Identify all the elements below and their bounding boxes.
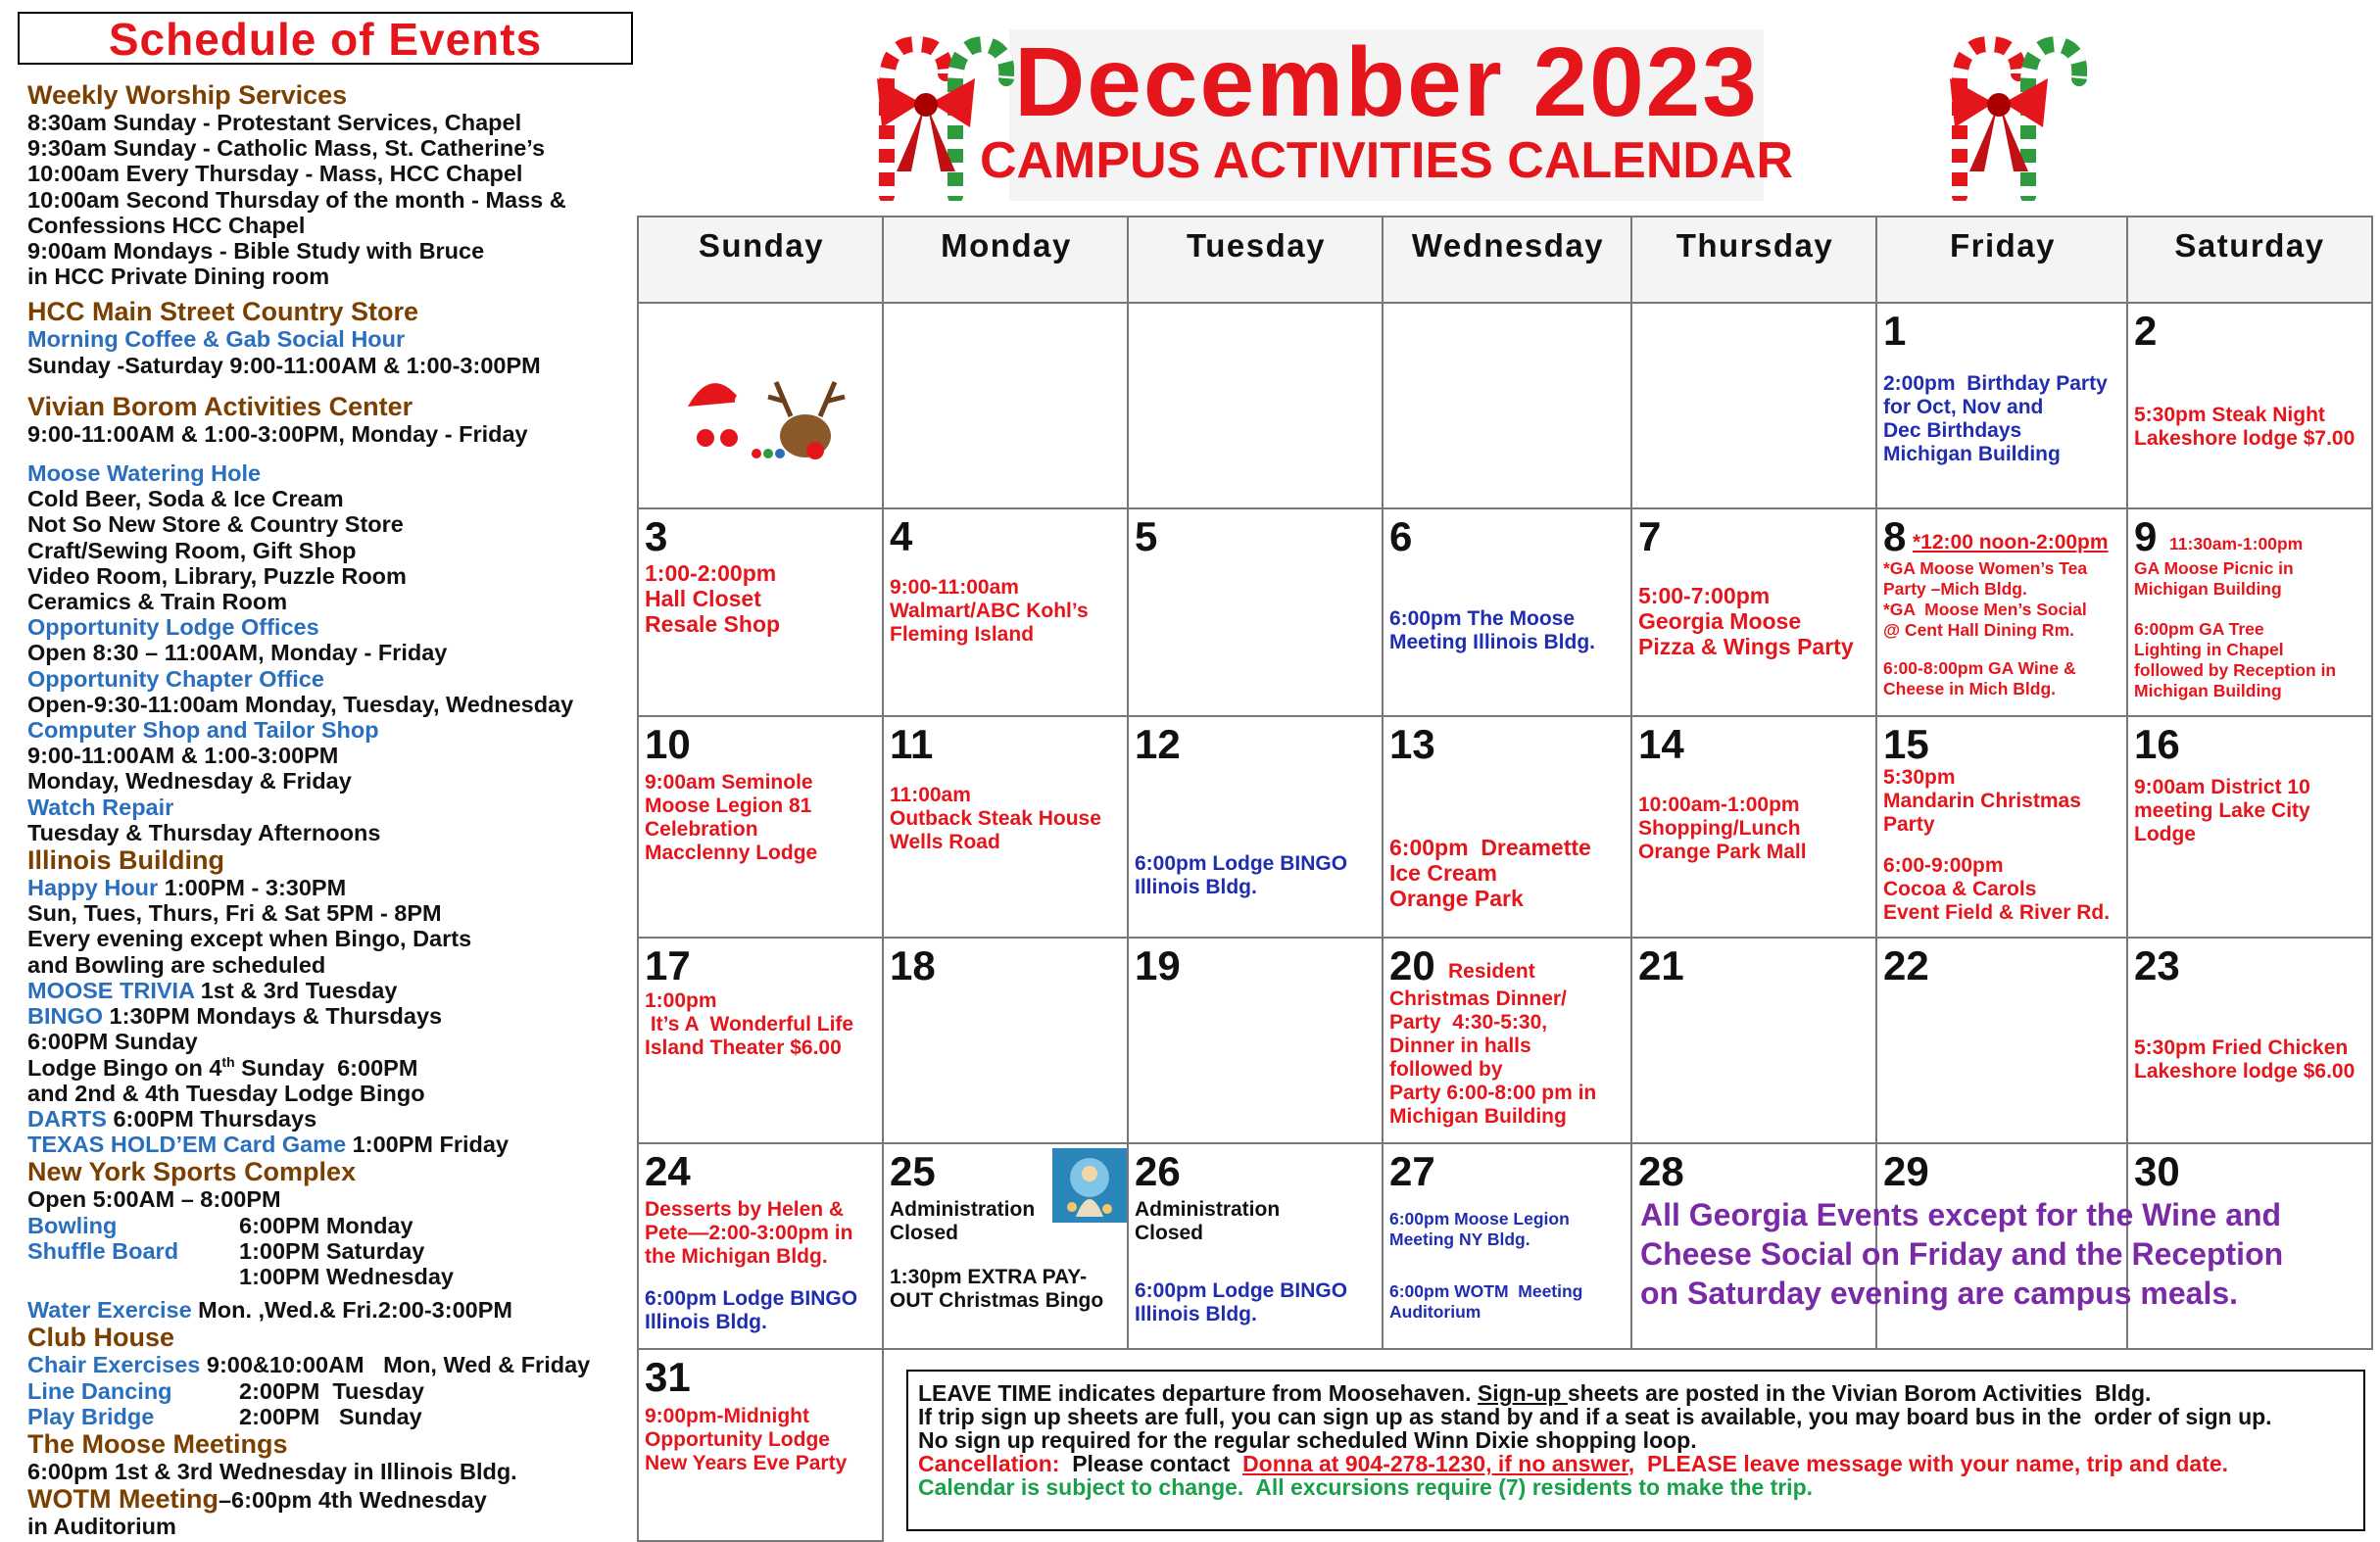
bowling-row: [27, 1213, 635, 1238]
worship-line: 9:30am Sunday - Catholic Mass, St. Catherine’s: [27, 135, 546, 162]
trip-info-note: [906, 1370, 2365, 1531]
event-text: Desserts by Helen & Pete—2:00-3:00pm in the Michigan Bldg.: [645, 1198, 853, 1268]
worship-line: 10:00am Second Thursday of the month - Mass &: [27, 186, 566, 213]
opp-chapter-label: Opportunity Chapter Office: [27, 665, 324, 692]
trivia-row: [27, 978, 635, 1003]
water-label: Water Exercise: [27, 1297, 192, 1324]
day-cell-19: [1127, 937, 1384, 1144]
moose-hole-line: Not So New Store & Country Store: [27, 511, 404, 538]
date-number: 8: [1883, 513, 1907, 559]
date-number: 18: [890, 942, 936, 988]
day-header-wednesday: Wednesday: [1382, 216, 1632, 304]
day-cell-4: [882, 507, 1129, 717]
ny-open: Open 5:00AM – 8:00PM: [27, 1186, 281, 1213]
darts-label: DARTS: [27, 1105, 107, 1132]
opp-chapter-line: Open-9:30-11:00am Monday, Tuesday, Wednesday: [27, 691, 574, 717]
day-cell-6: [1382, 507, 1632, 717]
computer-shop-line: 9:00-11:00AM & 1:00-3:00PM: [27, 743, 339, 769]
day-cell-22: [1875, 937, 2128, 1144]
calendar-header: [862, 29, 1911, 201]
happy-hour-line: Sun, Tues, Thurs, Fri & Sat 5PM - 8PM: [27, 900, 442, 927]
moose-hole-label: Moose Watering Hole: [27, 460, 262, 487]
moose-hole-line: Video Room, Library, Puzzle Room: [27, 562, 407, 589]
day-cell-empty: [637, 302, 884, 509]
day-cell-2: [2126, 302, 2373, 509]
date-number: 12: [1135, 721, 1181, 767]
watch-repair-label: Watch Repair: [27, 794, 174, 820]
nativity-icon: [1052, 1148, 1127, 1223]
event-text: 10:00am-1:00pm Shopping/Lunch Orange Park Mall: [1638, 794, 1807, 863]
bowling-label: Bowling: [27, 1212, 118, 1238]
date-number: 10: [645, 721, 691, 767]
bingo-label: BINGO: [27, 1003, 104, 1030]
schedule-content: [27, 80, 635, 1539]
line-dance-time: 2:00PM Tuesday: [239, 1377, 424, 1404]
chair-row: [27, 1352, 635, 1377]
day-cell-7: [1630, 507, 1877, 717]
note-line: Calendar is subject to change. All excursions require (7) residents to make the trip.: [918, 1474, 1814, 1500]
darts-time: 6:00PM Thursdays: [106, 1105, 317, 1132]
wotm-heading: WOTM Meeting: [27, 1484, 219, 1515]
date-number: 17: [645, 942, 691, 988]
event-text: Administration Closed: [890, 1198, 1036, 1244]
note-text: Sign-up: [1477, 1380, 1568, 1406]
schedule-title: Schedule of Events: [18, 12, 633, 65]
event-text: 6:00pm Lodge BINGO Illinois Bldg.: [1135, 852, 1348, 898]
event-text: 5:30pm Fried Chicken Lakeshore lodge $6.00: [2134, 1036, 2356, 1083]
shuffle-time-2: 1:00PM Wednesday: [239, 1263, 454, 1289]
note-text: LEAVE TIME indicates departure from Moosehaven.: [918, 1380, 1478, 1406]
day-cell-23: [2126, 937, 2373, 1144]
happy-hour-line: Every evening except when Bingo, Darts: [27, 926, 472, 952]
date-number: 23: [2134, 942, 2180, 988]
day-cell-20: [1382, 937, 1632, 1144]
wotm-time: –6:00pm 4th Wednesday: [218, 1487, 487, 1514]
cancellation-label: Cancellation:: [918, 1451, 1060, 1476]
event-text: Christmas Dinner/ Party 4:30-5:30, Dinner in halls followed by Party 6:00-8:00 pm in Michigan Building: [1389, 988, 1597, 1128]
date-number: 11: [890, 721, 934, 767]
date-number: 14: [1638, 721, 1684, 767]
date-number: 31: [645, 1354, 691, 1400]
day-cell-21: [1630, 937, 1877, 1144]
date-number: 6: [1389, 513, 1413, 559]
day-cell-1: [1875, 302, 2128, 509]
happy-hour-line: and Bowling are scheduled: [27, 951, 326, 978]
opp-lodge-line: Open 8:30 – 11:00AM, Monday - Friday: [27, 640, 448, 666]
computer-shop-line: Monday, Wednesday & Friday: [27, 768, 352, 795]
opp-lodge-label: Opportunity Lodge Offices: [27, 614, 319, 641]
date-number: 4: [890, 513, 913, 559]
chair-label: Chair Exercises: [27, 1352, 201, 1378]
worship-heading: Weekly Worship Services: [27, 80, 348, 110]
store-heading: HCC Main Street Country Store: [27, 297, 419, 327]
water-row: [27, 1297, 635, 1323]
worship-line: 9:00am Mondays - Bible Study with Bruce: [27, 238, 485, 265]
bingo-sunday: 6:00PM Sunday: [27, 1029, 198, 1055]
date-number: 27: [1389, 1148, 1435, 1194]
day-header-sunday: Sunday: [637, 216, 884, 304]
day-cell-17: [637, 937, 884, 1144]
event-text: 1:30pm EXTRA PAY- OUT Christmas Bingo: [890, 1266, 1104, 1312]
holdem-row: [27, 1132, 635, 1157]
candy-cane-bow-icon: [838, 24, 1014, 201]
event-text: 9:00-11:00am Walmart/ABC Kohl’s Fleming Island: [890, 576, 1089, 646]
day-cell-16: [2126, 715, 2373, 939]
date-number: 2: [2134, 308, 2158, 354]
day-cell-empty: [1630, 302, 1877, 509]
event-text: 1:00pm It’s A Wonderful Life Island Theater $6.00: [645, 989, 854, 1059]
trivia-label: MOOSE TRIVIA: [27, 977, 195, 1003]
event-text: *GA Moose Women’s Tea Party –Mich Bldg. *GA Moose Men’s Social @ Cent Hall Dining Rm.: [1883, 558, 2088, 640]
bingo-row: [27, 1003, 635, 1029]
event-text: 5:00-7:00pm Georgia Moose Pizza & Wings Party: [1638, 583, 1854, 659]
event-text: 9:00am Seminole Moose Legion 81 Celebration Macclenny Lodge: [645, 771, 818, 864]
contact-info: Donna at 904-278-1230, if no answer: [1242, 1451, 1628, 1476]
day-header-monday: Monday: [882, 216, 1129, 304]
line-dance-label: Line Dancing: [27, 1377, 172, 1404]
santa-reindeer-icon: [658, 358, 864, 465]
chair-time: 9:00&10:00AM Mon, Wed & Friday: [200, 1352, 591, 1378]
vbac-line: 9:00-11:00AM & 1:00-3:00PM, Monday - Friday: [27, 420, 528, 447]
bingo-time: 1:30PM Mondays & Thursdays: [103, 1003, 443, 1030]
happy-hour-row: [27, 875, 635, 900]
date-number: 7: [1638, 513, 1662, 559]
worship-line: in HCC Private Dining room: [27, 264, 330, 290]
date-number: 20: [1389, 942, 1435, 988]
date-number: 9: [2134, 513, 2158, 559]
day-cell-11: [882, 715, 1129, 939]
holdem-label: TEXAS HOLD’EM Card Game: [27, 1132, 347, 1158]
day-header-saturday: Saturday: [2126, 216, 2373, 304]
computer-shop-label: Computer Shop and Tailor Shop: [27, 717, 379, 744]
day-cell-25: [882, 1142, 1129, 1350]
happy-hour-label: Happy Hour: [27, 875, 159, 901]
date-number: 15: [1883, 721, 1929, 767]
date-number: 21: [1638, 942, 1684, 988]
event-text: GA Moose Picnic in Michigan Building: [2134, 558, 2294, 599]
day-cell-12: [1127, 715, 1384, 939]
note-text: , PLEASE leave message with your name, trip and date.: [1627, 1451, 2229, 1476]
lodge-bingo-time: Sunday 6:00PM: [234, 1054, 418, 1081]
bowling-time: 6:00PM Monday: [239, 1212, 413, 1238]
date-number: 28: [1638, 1148, 1684, 1194]
store-line: Sunday -Saturday 9:00-11:00AM & 1:00-3:00PM: [27, 352, 541, 378]
day-cell-14: [1630, 715, 1877, 939]
worship-line: Confessions HCC Chapel: [27, 212, 306, 238]
shuffle-label: Shuffle Board: [27, 1237, 179, 1264]
wotm-line: in Auditorium: [27, 1514, 176, 1540]
event-text: 11:00am Outback Steak House Wells Road: [890, 784, 1101, 853]
day-cell-13: [1382, 715, 1632, 939]
illinois-heading: Illinois Building: [27, 845, 224, 876]
date-number: 13: [1389, 721, 1435, 767]
event-text: 2:00pm Birthday Party for Oct, Nov and Dec Birthdays Michigan Building: [1883, 372, 2108, 465]
candy-cane-bow-icon: [1911, 24, 2087, 201]
worship-line: 8:30am Sunday - Protestant Services, Chapel: [27, 110, 522, 135]
line-dance-row: [27, 1378, 635, 1404]
event-text: 6:00pm WOTM Meeting Auditorium: [1389, 1281, 1583, 1322]
lodge-bingo-text: Lodge Bingo on 4: [27, 1054, 222, 1081]
day-cell-9: [2126, 507, 2373, 717]
event-text: 9:00pm-Midnight Opportunity Lodge New Years Eve Party: [645, 1405, 848, 1474]
date-number: 16: [2134, 721, 2180, 767]
happy-hour-time: 1:00PM - 3:30PM: [158, 875, 347, 901]
event-text: 6:00-8:00pm GA Wine & Cheese in Mich Bldg.: [1883, 658, 2076, 699]
georgia-events-note: All Georgia Events except for the Wine and Cheese Social on Friday and the Reception on Saturday evening are campus meals.: [1640, 1197, 2284, 1311]
wotm-row: [27, 1484, 635, 1514]
date-number: 25: [890, 1148, 936, 1194]
moose-hole-line: Cold Beer, Soda & Ice Cream: [27, 486, 344, 512]
moose-hole-line: Ceramics & Train Room: [27, 589, 288, 615]
schedule-sidebar: [0, 0, 637, 1540]
event-text: 6:00pm GA Tree Lighting in Chapel followed by Reception in Michigan Building: [2134, 619, 2337, 700]
store-sub: Morning Coffee & Gab Social Hour: [27, 326, 406, 353]
day-cell-15: [1875, 715, 2128, 939]
date-number: 26: [1135, 1148, 1181, 1194]
day-header-friday: Friday: [1875, 216, 2128, 304]
moose-meet-heading: The Moose Meetings: [27, 1428, 288, 1459]
day-cell-18: [882, 937, 1129, 1144]
calendar-subtitle: CAMPUS ACTIVITIES CALENDAR: [979, 132, 1794, 189]
day-header-thursday: Thursday: [1630, 216, 1877, 304]
moose-hole-line: Craft/Sewing Room, Gift Shop: [27, 537, 357, 563]
date-number: 3: [645, 513, 668, 559]
day-cell-31: [637, 1348, 884, 1542]
event-text: 11:30am-1:00pm: [2169, 534, 2304, 554]
vbac-heading: Vivian Borom Activities Center: [27, 391, 413, 421]
date-number: 30: [2134, 1148, 2180, 1194]
day-cell-5: [1127, 507, 1384, 717]
event-text: 6:00-9:00pm Cocoa & Carols Event Field & River Rd.: [1883, 854, 2111, 924]
day-cell-3: [637, 507, 884, 717]
day-cell-empty: [882, 302, 1129, 509]
event-text: 6:00pm Moose Legion Meeting NY Bldg.: [1389, 1209, 1570, 1249]
holdem-time: 1:00PM Friday: [346, 1132, 510, 1158]
lodge-bingo-sup: th: [221, 1053, 235, 1070]
note-line: [918, 1452, 2363, 1475]
bridge-label: Play Bridge: [27, 1403, 155, 1429]
club-heading: Club House: [27, 1323, 175, 1353]
water-time: Mon. ,Wed.& Fri.2:00-3:00PM: [191, 1297, 512, 1324]
day-cell-8: [1875, 507, 2128, 717]
lodge-bingo-line: and 2nd & 4th Tuesday Lodge Bingo: [27, 1080, 425, 1106]
date-number: 1: [1883, 308, 1907, 354]
event-text: 5:30pm Steak Night Lakeshore lodge $7.00: [2134, 404, 2356, 450]
event-text: Resident: [1448, 960, 1535, 983]
ny-heading: New York Sports Complex: [27, 1157, 357, 1187]
day-cell-empty: [1382, 302, 1632, 509]
event-text: 9:00am District 10 meeting Lake City Lodge: [2134, 776, 2310, 845]
bridge-time: 2:00PM Sunday: [239, 1403, 422, 1429]
event-text: 1:00-2:00pm Hall Closet Resale Shop: [645, 560, 781, 637]
bridge-row: [27, 1404, 635, 1429]
date-number: 24: [645, 1148, 691, 1194]
note-text: sheets are posted in the Vivian Borom Activities Bldg.: [1567, 1380, 2152, 1406]
day-cell-10: [637, 715, 884, 939]
date-number: 5: [1135, 513, 1158, 559]
note-text: Please contact: [1059, 1451, 1243, 1476]
event-text: *12:00 noon-2:00pm: [1913, 531, 2109, 554]
date-number: 29: [1883, 1148, 1929, 1194]
day-header-tuesday: Tuesday: [1127, 216, 1384, 304]
event-text: 6:00pm The Moose Meeting Illinois Bldg.: [1389, 607, 1595, 653]
shuffle-time: 1:00PM Saturday: [239, 1237, 425, 1264]
darts-row: [27, 1106, 635, 1132]
day-cell-26: [1127, 1142, 1384, 1350]
event-text: 5:30pm Mandarin Christmas Party: [1883, 766, 2081, 836]
day-cell-24: [637, 1142, 884, 1350]
date-number: 19: [1135, 942, 1181, 988]
watch-repair-line: Tuesday & Thursday Afternoons: [27, 819, 381, 845]
lodge-bingo-row: [27, 1055, 635, 1081]
month-title: December 2023: [1014, 27, 1759, 137]
event-text: 6:00pm Dreamette Ice Cream Orange Park: [1389, 835, 1591, 911]
event-text: 6:00pm Lodge BINGO Illinois Bldg.: [1135, 1279, 1348, 1325]
event-text: Administration Closed: [1135, 1198, 1281, 1244]
day-cell-27: [1382, 1142, 1632, 1350]
date-number: 22: [1883, 942, 1929, 988]
worship-line: 10:00am Every Thursday - Mass, HCC Chapel: [27, 161, 523, 187]
day-cell-empty: [1127, 302, 1384, 509]
shuffle-row: [27, 1238, 635, 1264]
trivia-time: 1st & 3rd Tuesday: [194, 977, 398, 1003]
note-line: [918, 1381, 2363, 1405]
note-line: If trip sign up sheets are full, you can sign up as stand by and if a seat is available, you may board bus in the order of sign up.: [918, 1404, 2272, 1429]
event-text: 6:00pm Lodge BINGO Illinois Bldg.: [645, 1287, 858, 1333]
moose-meet-line: 6:00pm 1st & 3rd Wednesday in Illinois Bldg.: [27, 1458, 517, 1484]
note-line: No sign up required for the regular scheduled Winn Dixie shopping loop.: [918, 1427, 1697, 1453]
